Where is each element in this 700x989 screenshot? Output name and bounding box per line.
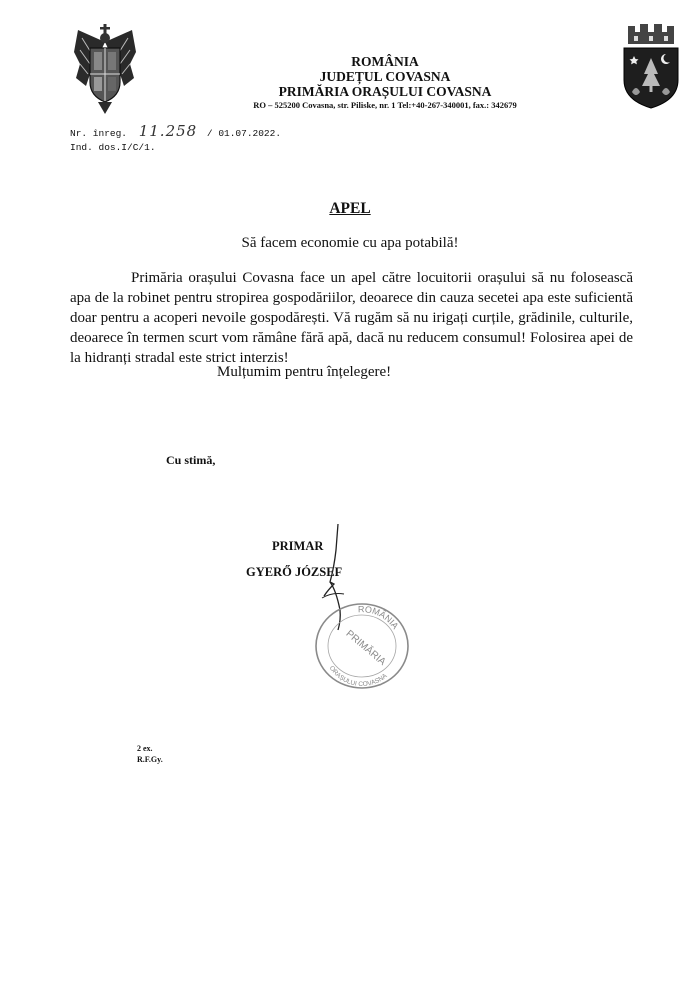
document-body [70, 268, 633, 368]
official-stamp [306, 598, 414, 694]
registration-number: 11.258 [138, 122, 198, 140]
country-name: ROMÂNIA [351, 54, 419, 69]
letterhead [150, 54, 620, 111]
author-initials: R.F.Gy. [137, 755, 163, 764]
closing-salutation: Cu stimă, [166, 453, 216, 467]
institution-address: RO – 525200 Covasna, str. Piliske, nr. 1 Tel:+40-267-340001, fax.: 342679 [253, 100, 517, 110]
registration-label: Nr. înreg. [70, 128, 128, 139]
thanks-line: Mulțumim pentru înțelegere! [217, 364, 392, 380]
dossier-index: Ind. dos.I/C/1. [70, 142, 156, 153]
romania-coat-of-arms-icon [72, 24, 138, 116]
registration-line [70, 122, 281, 140]
body-paragraph: Primăria orașului Covasna face un apel către locuitorii orașului să nu folosească apa de la robinet pentru stropirea gospodăriilor, deoarece din cauza secetei apa este suficientă doar pentru a acoperi nevoile gospodărești. Vă rugăm să nu irigați curțile, grădinile, culturile, deoarece în termen scurt vom rămâne fără apă, dacă nu reducem consumul! Folosirea apei de la hidranți stradal este strict interzis! [70, 270, 633, 366]
institution-name: PRIMĂRIA ORAȘULUI COVASNA [278, 84, 492, 99]
covasna-town-crest-icon [620, 22, 682, 110]
county-name: JUDEȚUL COVASNA [319, 69, 451, 84]
stamp-top-text: ROMÂNIA [357, 604, 401, 631]
footer-notes [137, 743, 163, 765]
stamp-bottom-text: ORAȘULUI COVASNA [327, 664, 389, 689]
document-title: APEL [329, 200, 371, 217]
copies-count: 2 ex. [137, 744, 153, 753]
svg-text:ROMÂNIA [358, 604, 401, 631]
document-subtitle: Să facem economie cu apa potabilă! [241, 235, 459, 251]
stamp-center-text: PRIMĂRIA [343, 628, 388, 668]
registration-separator: / [206, 128, 213, 139]
registration-date: 01.07.2022. [218, 128, 282, 139]
signatory-name: GYERŐ JÓZSEF [246, 565, 343, 579]
signatory-title: PRIMAR [272, 539, 324, 553]
